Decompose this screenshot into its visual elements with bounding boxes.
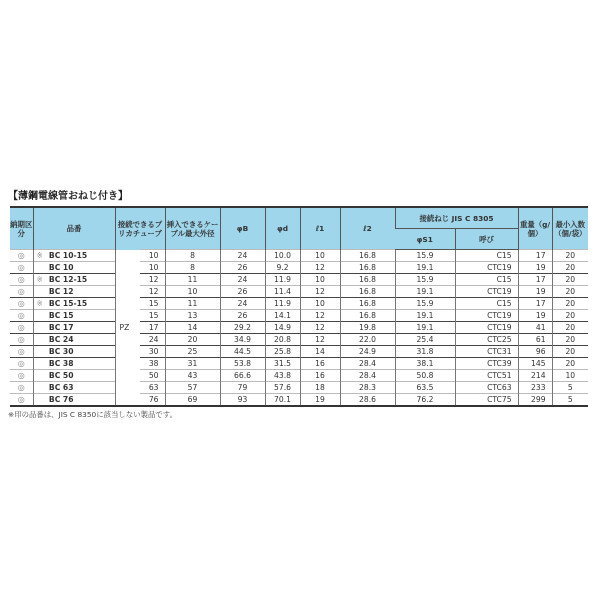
table-row: [10, 322, 588, 334]
phid-cell: 11.4: [265, 286, 300, 298]
table-row: [10, 382, 588, 394]
part-number: BC 30: [48, 347, 74, 356]
min-qty-cell: 20: [552, 286, 588, 298]
phid-cell: 9.2: [265, 262, 300, 274]
part-number: BC 15: [48, 311, 74, 320]
tube-size: 10: [140, 250, 165, 262]
delivery-mark: ◎: [10, 286, 33, 298]
header-delivery: 納期区分: [10, 207, 33, 250]
phiB-cell: 24: [220, 298, 265, 310]
header-pz-tube: 接続できるプリカチューブ: [115, 207, 165, 250]
min-qty-cell: 20: [552, 322, 588, 334]
cable-cell: 20: [165, 334, 220, 346]
header-cable: 挿入できるケーブル最大外径: [165, 207, 220, 250]
delivery-mark: ◎: [10, 346, 33, 358]
phiB-cell: 26: [220, 310, 265, 322]
weight-cell: 19: [518, 310, 552, 322]
delivery-mark: ◎: [10, 250, 33, 262]
header-phiB: φB: [220, 207, 265, 250]
part-cell: [33, 346, 115, 358]
tube-size: 24: [140, 334, 165, 346]
cable-cell: 14: [165, 322, 220, 334]
l2-cell: 16.8: [340, 310, 395, 322]
cable-cell: 11: [165, 298, 220, 310]
nonstandard-mark: ※: [36, 299, 43, 308]
part-cell: [33, 382, 115, 394]
table-row: [10, 298, 588, 310]
cable-cell: 69: [165, 394, 220, 407]
header-weight: 重量（g/個）: [518, 207, 552, 250]
phiB-cell: 79: [220, 382, 265, 394]
cable-cell: 25: [165, 346, 220, 358]
tube-size: 30: [140, 346, 165, 358]
table-row: [10, 310, 588, 322]
l2-cell: 28.6: [340, 394, 395, 407]
part-cell: [33, 250, 115, 262]
l1-cell: 10: [300, 298, 340, 310]
l2-cell: 16.8: [340, 274, 395, 286]
phiB-cell: 93: [220, 394, 265, 407]
spec-table: [10, 206, 588, 407]
part-number: BC 63: [48, 383, 74, 392]
call-cell: CTC19: [455, 310, 518, 322]
table-container: [10, 206, 588, 420]
delivery-mark: ◎: [10, 274, 33, 286]
l1-cell: 10: [300, 274, 340, 286]
delivery-mark: ◎: [10, 262, 33, 274]
nonstandard-mark: ※: [36, 275, 43, 284]
phiB-cell: 66.6: [220, 370, 265, 382]
part-number: BC 10-15: [48, 251, 88, 260]
l1-cell: 10: [300, 250, 340, 262]
weight-cell: 299: [518, 394, 552, 407]
l2-cell: 24.9: [340, 346, 395, 358]
tube-size: 63: [140, 382, 165, 394]
weight-cell: 17: [518, 298, 552, 310]
phiS1-cell: 15.9: [395, 250, 455, 262]
phiB-cell: 44.5: [220, 346, 265, 358]
call-cell: C15: [455, 250, 518, 262]
weight-cell: 96: [518, 346, 552, 358]
tube-size: 15: [140, 298, 165, 310]
phid-cell: 10.0: [265, 250, 300, 262]
call-cell: CTC19: [455, 322, 518, 334]
phiB-cell: 24: [220, 250, 265, 262]
header-phiS1: φS1: [395, 229, 455, 250]
l2-cell: 16.8: [340, 262, 395, 274]
weight-cell: 19: [518, 286, 552, 298]
phiS1-cell: 15.9: [395, 298, 455, 310]
part-cell: [33, 262, 115, 274]
l2-cell: 16.8: [340, 298, 395, 310]
l2-cell: 22.0: [340, 334, 395, 346]
phid-cell: 11.9: [265, 274, 300, 286]
delivery-mark: ◎: [10, 334, 33, 346]
phid-cell: 31.5: [265, 358, 300, 370]
min-qty-cell: 20: [552, 250, 588, 262]
delivery-mark: ◎: [10, 382, 33, 394]
part-cell: [33, 274, 115, 286]
phid-cell: 57.6: [265, 382, 300, 394]
phid-cell: 11.9: [265, 298, 300, 310]
tube-size: 15: [140, 310, 165, 322]
part-number: BC 12-15: [48, 275, 88, 284]
l1-cell: 12: [300, 310, 340, 322]
tube-size: 17: [140, 322, 165, 334]
weight-cell: 233: [518, 382, 552, 394]
table-row: [10, 286, 588, 298]
table-row: [10, 394, 588, 407]
part-number: BC 17: [48, 323, 74, 332]
header-thread: 接続ねじ JIS C 8305: [395, 207, 518, 229]
l1-cell: 12: [300, 322, 340, 334]
phiS1-cell: 76.2: [395, 394, 455, 407]
part-number: BC 12: [48, 287, 74, 296]
call-cell: C15: [455, 274, 518, 286]
min-qty-cell: 20: [552, 334, 588, 346]
delivery-mark: ◎: [10, 310, 33, 322]
delivery-mark: ◎: [10, 394, 33, 407]
phiS1-cell: 25.4: [395, 334, 455, 346]
l1-cell: 16: [300, 370, 340, 382]
min-qty-cell: 10: [552, 370, 588, 382]
delivery-mark: ◎: [10, 298, 33, 310]
l1-cell: 16: [300, 358, 340, 370]
phiS1-cell: 19.1: [395, 286, 455, 298]
min-qty-cell: 20: [552, 346, 588, 358]
phiS1-cell: 19.1: [395, 262, 455, 274]
weight-cell: 17: [518, 250, 552, 262]
min-qty-cell: 20: [552, 358, 588, 370]
part-cell: [33, 358, 115, 370]
weight-cell: 214: [518, 370, 552, 382]
phiS1-cell: 19.1: [395, 310, 455, 322]
call-cell: C15: [455, 298, 518, 310]
part-cell: [33, 322, 115, 334]
part-cell: [33, 298, 115, 310]
l2-cell: 16.8: [340, 286, 395, 298]
min-qty-cell: 5: [552, 382, 588, 394]
cable-cell: 13: [165, 310, 220, 322]
phiB-cell: 24: [220, 274, 265, 286]
l1-cell: 14: [300, 346, 340, 358]
phid-cell: 14.1: [265, 310, 300, 322]
header-call: 呼び: [455, 229, 518, 250]
table-title: 【薄鋼電線管おねじ付き】: [8, 191, 128, 202]
phiB-cell: 26: [220, 262, 265, 274]
part-number: BC 10: [48, 263, 74, 272]
l1-cell: 12: [300, 286, 340, 298]
tube-size: 12: [140, 274, 165, 286]
weight-cell: 61: [518, 334, 552, 346]
part-cell: [33, 370, 115, 382]
delivery-mark: ◎: [10, 322, 33, 334]
part-number: BC 50: [48, 371, 74, 380]
header-l2: ℓ2: [340, 207, 395, 250]
call-cell: CTC75: [455, 394, 518, 407]
l2-cell: 28.3: [340, 382, 395, 394]
min-qty-cell: 20: [552, 274, 588, 286]
phid-cell: 20.8: [265, 334, 300, 346]
part-cell: [33, 286, 115, 298]
phiB-cell: 53.8: [220, 358, 265, 370]
phid-cell: 14.9: [265, 322, 300, 334]
cable-cell: 8: [165, 250, 220, 262]
part-cell: [33, 334, 115, 346]
phid-cell: 43.8: [265, 370, 300, 382]
phiB-cell: 26: [220, 286, 265, 298]
tube-size: 12: [140, 286, 165, 298]
nonstandard-mark: ※: [36, 251, 43, 260]
part-cell: [33, 310, 115, 322]
table-row: [10, 358, 588, 370]
call-cell: CTC39: [455, 358, 518, 370]
l2-cell: 19.8: [340, 322, 395, 334]
table-row: [10, 274, 588, 286]
table-row: [10, 370, 588, 382]
part-number: BC 76: [48, 395, 74, 404]
phiS1-cell: 50.8: [395, 370, 455, 382]
cable-cell: 43: [165, 370, 220, 382]
cable-cell: 11: [165, 274, 220, 286]
delivery-mark: ◎: [10, 370, 33, 382]
cable-cell: 10: [165, 286, 220, 298]
min-qty-cell: 20: [552, 298, 588, 310]
tube-size: 76: [140, 394, 165, 407]
tube-size: 10: [140, 262, 165, 274]
cable-cell: 8: [165, 262, 220, 274]
l1-cell: 12: [300, 334, 340, 346]
part-number: BC 24: [48, 335, 74, 344]
call-cell: CTC51: [455, 370, 518, 382]
weight-cell: 19: [518, 262, 552, 274]
phiS1-cell: 38.1: [395, 358, 455, 370]
part-number: BC 15-15: [48, 299, 88, 308]
call-cell: CTC19: [455, 286, 518, 298]
tube-size: 50: [140, 370, 165, 382]
call-cell: CTC63: [455, 382, 518, 394]
table-row: [10, 346, 588, 358]
phiS1-cell: 19.1: [395, 322, 455, 334]
cable-cell: 31: [165, 358, 220, 370]
l1-cell: 18: [300, 382, 340, 394]
l2-cell: 16.8: [340, 250, 395, 262]
weight-cell: 17: [518, 274, 552, 286]
call-cell: CTC19: [455, 262, 518, 274]
l2-cell: 28.4: [340, 358, 395, 370]
table-row: [10, 250, 588, 262]
l1-cell: 12: [300, 262, 340, 274]
phiS1-cell: 31.8: [395, 346, 455, 358]
l1-cell: 19: [300, 394, 340, 407]
header-phid: φd: [265, 207, 300, 250]
tube-size: 38: [140, 358, 165, 370]
phiB-cell: 34.9: [220, 334, 265, 346]
cable-cell: 57: [165, 382, 220, 394]
header-part: 品番: [33, 207, 115, 250]
table-row: [10, 262, 588, 274]
call-cell: CTC25: [455, 334, 518, 346]
table-row: [10, 334, 588, 346]
part-number: BC 38: [48, 359, 74, 368]
phiB-cell: 29.2: [220, 322, 265, 334]
phiS1-cell: 15.9: [395, 274, 455, 286]
delivery-mark: ◎: [10, 358, 33, 370]
phid-cell: 70.1: [265, 394, 300, 407]
min-qty-cell: 20: [552, 262, 588, 274]
call-cell: CTC31: [455, 346, 518, 358]
weight-cell: 145: [518, 358, 552, 370]
l2-cell: 28.4: [340, 370, 395, 382]
part-cell: [33, 394, 115, 407]
weight-cell: 41: [518, 322, 552, 334]
min-qty-cell: 5: [552, 394, 588, 407]
header-min-qty: 最小入数（個/袋）: [552, 207, 588, 250]
pz-label: PZ: [115, 250, 140, 407]
min-qty-cell: 20: [552, 310, 588, 322]
header-l1: ℓ1: [300, 207, 340, 250]
phiS1-cell: 63.5: [395, 382, 455, 394]
phid-cell: 25.8: [265, 346, 300, 358]
footnote: ※印の品番は、JIS C 8350に該当しない製品です。: [8, 410, 177, 419]
